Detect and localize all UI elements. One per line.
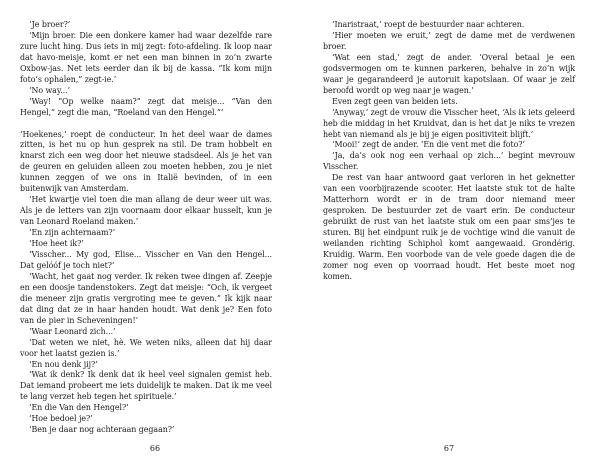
paragraph: ‘Je broer?’ bbox=[29, 20, 71, 29]
paragraph: ‘Wacht, het gaat nog verder. Ik reken twee dingen af. Zeepje en een doosje tandenstokers. Zegt dat meisje: “Och, ik vergeet die meneer zijn gratis vergroting mee te geven.” Ik kijk naar dat ding dat ze in haar handen houdt. Wat denk je? Een foto van de pier in Scheveningen!’ bbox=[20, 271, 272, 325]
paragraph: ‘Anyway,’ zegt de vrouw die Visscher heet, ‘Als ik iets geleerd heb die middag in het Kruidvat, dan is het dat je niks te vrezen hebt van niemand als je bij je eigen positiviteit blijft.’ bbox=[323, 107, 575, 139]
paragraph: ‘En die Van den Hengel?’ bbox=[29, 403, 129, 413]
paragraph: ‘Het kwartje viel toen die man allang de deur weer uit was. Als je de letters van zijn voornaam door elkaar husselt, kun je van Leonard Roeland maken.’ bbox=[20, 195, 272, 227]
paragraph: ‘Waar Leonard zich...’ bbox=[29, 326, 116, 336]
paragraph: ‘Wat ik denk? Ik denk dat ik heel veel signalen gemist heb. Dat iemand probeert me iets duidelijk te maken. Dat ik me veel te lang verzet heb tegen het spirituele.’ bbox=[20, 370, 272, 402]
paragraph: ‘Ja, da’s ook nog een verhaal op zich...’ begint mevrouw Visscher. bbox=[323, 151, 575, 172]
paragraph: ‘Wat een stad,’ zegt de ander. ‘Overal betaal je een godsvermogen om te kunnen parkeren, behalve in zo’n wijk waar je gegarandeerd je autoruit kapotslaan. Of waar je zelf beroofd wordt op weg naar je wagen.’ bbox=[323, 52, 575, 95]
right-page-number: 67 bbox=[443, 444, 455, 453]
paragraph: ‘Hoe bedoel je?’ bbox=[29, 414, 93, 424]
paragraph: ‘Hoekenes,’ roept de conducteur. In het deel waar de dames zitten, is het nu op hun gesprek na stil. De tram hobbelt en knarst zich een weg door het nieuwe stadsdeel. Als je het van de geuren en geluiden alleen zou moeten hebben, zou je niet kunnen zeggen of we ons in Italië bevinden, of in een buitenwijk van Amsterdam. bbox=[20, 129, 272, 194]
paragraph: ‘Hier moeten we eruit,’ zegt de dame met de verdwenen broer. bbox=[323, 30, 575, 51]
paragraph: ‘Mijn broer. Die een donkere kamer had waar dezelfde rare zure lucht hing. Dus iets in mij zegt: foto-afdeling. Ik loop naar dat havo-meisje, komt er net een man binnen in zo’n zwarte Oxbow-jas. Net iets eerder dan ik bij de kassa. “Ik kom mijn foto’s ophalen,” zegt-ie.’ bbox=[20, 30, 272, 84]
paragraph: ‘En zijn achternaam?’ bbox=[29, 228, 116, 238]
paragraph: ‘No way...’ bbox=[29, 85, 71, 95]
paragraph: ‘Hoe heet ik?’ bbox=[29, 239, 84, 249]
paragraph: ‘Mooi!’ zegt de ander. ‘En die vent met die foto?’ bbox=[332, 140, 525, 150]
paragraph: Even zegt geen van beiden iets. bbox=[332, 96, 458, 106]
paragraph: ‘Way! “Op welke naam?” zegt dat meisje... “Van den Hengel,” zegt die man, “Roeland van den Hengel.”’ bbox=[20, 96, 272, 117]
paragraph: ‘Visscher... My god, Elise... Visscher en Van den Hengel... Dat gelóóf je toch niet?’ bbox=[20, 250, 272, 270]
paragraph: ‘En nou denk jij?’ bbox=[29, 359, 98, 369]
left-page-number: 66 bbox=[149, 444, 161, 453]
paragraph: ‘Inaristraat,’ roept de bestuurder naar achteren. bbox=[332, 20, 525, 29]
paragraph: ‘Dat weten we niet, hè. We weten niks, alleen dat hij daar voor het laatst gezien is.’ bbox=[20, 337, 272, 358]
paragraph: ‘Ben je daar nog achteraan gegaan?’ bbox=[29, 425, 175, 435]
paragraph: De rest van haar antwoord gaat verloren in het geknetter van een voorbijrazende scooter. Het laatste stuk tot de halte Matterhorn wordt er in de tram door niemand meer gesproken. De bestuurder zet de vaart erin. De conducteur gebruikt de rust van het laatste stuk om een paar sms’jes te sturen. Bij het eindpunt ruik je de vochtige wind die vanuit de weilanden richting Schiphol komt aangewaaid. Grondérig. Kruidig. Warm. Een voorbode van de vele goede dagen die de zomer nog even op voorraad houdt. Het beste moet nog komen. bbox=[323, 173, 575, 281]
left-page-text bbox=[20, 20, 272, 436]
right-page-text bbox=[323, 20, 575, 283]
